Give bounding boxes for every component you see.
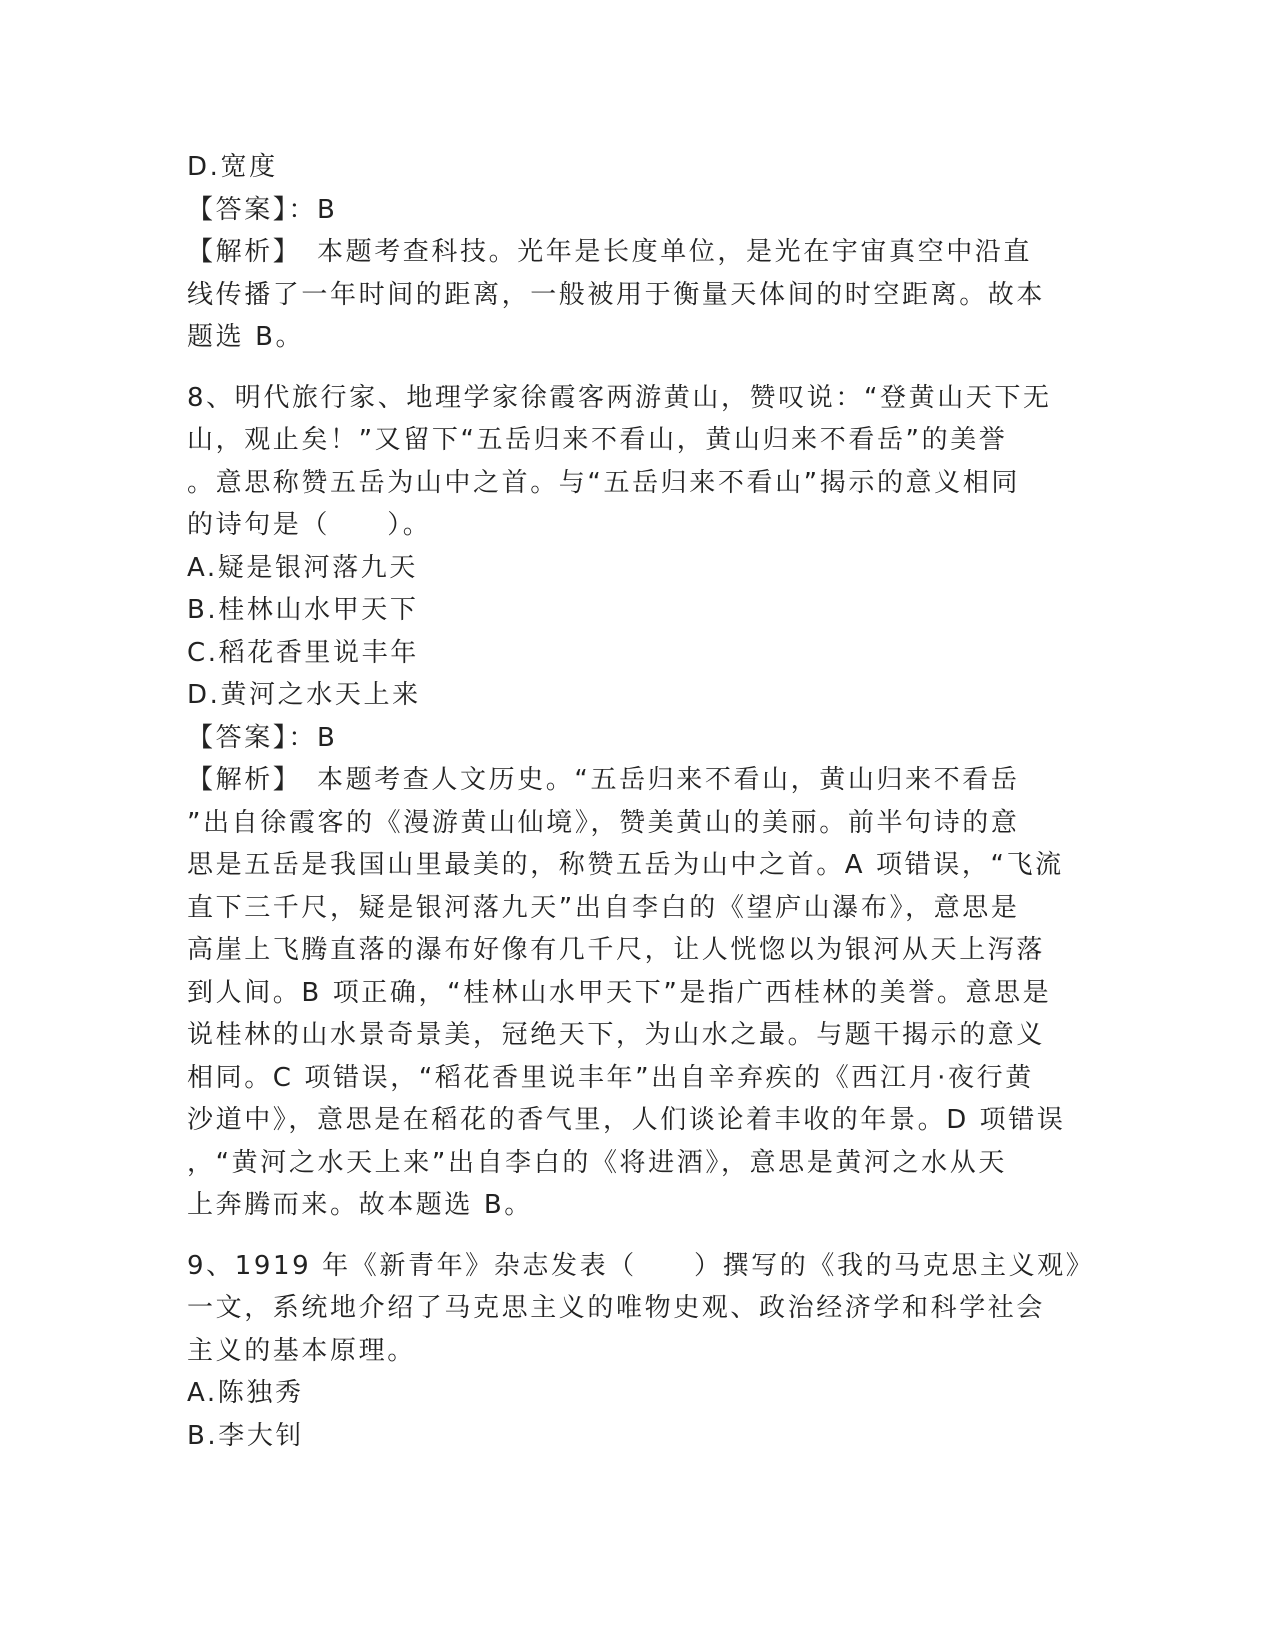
question-stem-line: 。意思称赞五岳为山中之首。与“五岳归来不看山”揭示的意义相同 [187,467,1020,498]
analysis-line: 题选 B。 [187,322,305,352]
analysis-line: 到人间。B 项正确，“桂林山水甲天下”是指广西桂林的美誉。意思是 [187,977,1052,1008]
analysis-line: 上奔腾而来。故本题选 B。 [187,1190,533,1220]
answer-line: 【答案】：B [187,722,338,753]
document-content [187,146,1095,1457]
analysis-line: 相同。C 项错误，“稻花香里说丰年”出自辛弃疾的《西江月·夜行黄 [187,1062,1034,1093]
analysis-line: 沙道中》，意思是在稻花的香气里，人们谈论着丰收的年景。D 项错误 [187,1105,1066,1135]
analysis-line: 【解析】 本题考查科技。光年是长度单位，是光在宇宙真空中沿直 [187,237,1033,267]
analysis-line: 说桂林的山水景奇景美，冠绝天下，为山水之最。与题干揭示的意义 [187,1020,1046,1050]
question-7-tail [187,146,1087,359]
question-8 [187,377,1087,1227]
question-stem-line: 9、1919 年《新青年》杂志发表（ ）撰写的《我的马克思主义观》 [187,1250,1095,1281]
analysis-line: 线传播了一年时间的距离，一般被用于衡量天体间的时空距离。故本 [187,279,1046,310]
analysis-line: ，“黄河之水天上来”出自李白的《将进酒》，意思是黄河之水从天 [187,1147,1007,1178]
analysis-line: 高崖上飞腾直落的瀑布好像有几千尺，让人恍惚以为银河从天上泻落 [187,935,1046,965]
option-b: B.李大钊 [187,1420,305,1451]
option-c: C.稻花香里说丰年 [187,637,419,668]
question-9 [187,1245,1095,1458]
analysis-line: 直下三千尺，疑是银河落九天”出自李白的《望庐山瀑布》，意思是 [187,892,1020,923]
question-stem-line: 8、明代旅行家、地理学家徐霞客两游黄山，赞叹说：“登黄山天下无 [187,382,1052,413]
question-stem-line: 山，观止矣！”又留下“五岳归来不看山，黄山归来不看岳”的美誉 [187,425,1008,455]
option-a: A.陈独秀 [187,1378,304,1408]
question-stem-line: 的诗句是（ ）。 [187,510,432,540]
question-stem-line: 一文，系统地介绍了马克思主义的唯物史观、政治经济学和科学社会 [187,1293,1046,1323]
analysis-line: 思是五岳是我国山里最美的，称赞五岳为山中之首。A 项错误，“飞流 [187,850,1064,880]
option-d: D.宽度 [187,152,278,182]
option-d: D.黄河之水天上来 [187,680,421,710]
paragraph-gap [187,1227,1087,1245]
option-a: A.疑是银河落九天 [187,552,418,583]
analysis-line: 【解析】 本题考查人文历史。“五岳归来不看山，黄山归来不看岳 [187,765,1020,795]
analysis-line: ”出自徐霞客的《漫游黄山仙境》，赞美黄山的美丽。前半句诗的意 [187,807,1020,838]
option-b: B.桂林山水甲天下 [187,595,419,625]
answer-line: 【答案】：B [187,194,338,225]
paragraph-gap [187,359,1087,377]
question-stem-line: 主义的基本原理。 [187,1335,416,1366]
